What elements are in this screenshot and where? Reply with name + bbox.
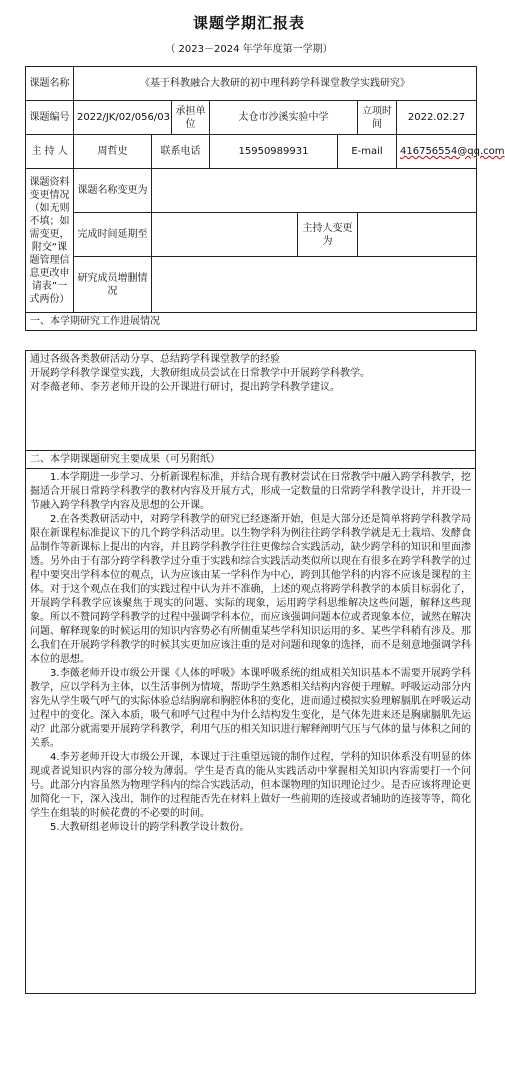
members-change-value	[152, 257, 477, 313]
report-title: 课题学期汇报表	[192, 14, 305, 32]
changes-label: 课题资料变更情况（如无则不填；如需变更，附交“课题管理信息更改申请表”一式两份）	[26, 169, 74, 313]
project-name-label: 课题名称	[26, 67, 74, 101]
phone-value: 15950989931	[210, 135, 338, 169]
members-change-label: 研究成员增删情况	[74, 257, 152, 313]
section2-heading: 二、本学期课题研究主要成果（可另附纸）	[26, 451, 476, 469]
host-label: 主 持 人	[26, 135, 74, 169]
result-paragraph: 1.本学期进一步学习、分析新课程标准，并结合现有教材尝试在日常教学中融入跨学科教学，挖掘适合开展日常跨学科教学的教材内容及开展方式，形成一定数量的日常跨学科教学设计，并开设一节融入跨学科教学内容及思想的公开课。	[30, 472, 471, 511]
result-paragraph: 2.在各类教研活动中，对跨学科教学的研究已经逐渐开始，但是大部分还是简单将跨学科教学局限在新课程标准提议下的几个跨学科活动里。以生物学科为例往往跨学科教学就是无土栽培、发酵食品制作等新课标上提出的内容，并且跨学科教学往往更像综合实践活动，缺少跨学科的知识和里面渗透。另外由于有部分跨学科教学过分重于实践和综合实践活动类似所以现在有很多在跨学科教学的过程中要突出学科本位的观点，认为应该由某一学科作为中心，跨到其他学科的内容不应该是课程的主体。对于这个观点在我们的实践过程中认为并不准确，上述的观点将跨学科教学的本质目标弱化了，开展跨学科教学应该聚焦于现实的问题、实际的现象，运用跨学科思维解决这些问题，解释这些现象。所以不赞同跨学科教学的过程中强调学科本位，而应该强调问题本位或者现象本位，诚然在解决问题、解释现象的时候运用的知识内容势必有所侧重某些学科知识运用的多、某些学科稍有涉及。那么我们在开展跨学科教学的时候其实更加应该注重的是对问题和现象的选择，而不是刻意地强调学科本位的思想。	[30, 514, 471, 665]
host-change-label: 主持人变更为	[298, 213, 358, 257]
phone-label: 联系电话	[152, 135, 210, 169]
progress-line: 对李薇老师、李芳老师开设的公开课进行研讨，提出跨学科教学建议。	[30, 382, 340, 393]
section2-content	[26, 469, 476, 994]
name-change-value	[152, 169, 477, 213]
deadline-change-label: 完成时间延期至	[74, 213, 152, 257]
progress-table	[25, 350, 476, 994]
result-paragraph: 4.李芳老师开设大市级公开课，本课过于注重望远镜的制作过程，学科的知识体系没有明显的体现或者说知识内容的部分较为薄弱。学生是否真的能从实践活动中掌握相关知识内容需要打一个问号。此部分内容虽然为物理学科内的综合实践活动，但本课物理的知识理论过少。是否应该将理论更加简化一下，深入浅出，制作的过程能否先在材料上做好一些前期的连接或者辅助的连接等等，简化学生在组装的时候花费的不必要的时间。	[30, 752, 471, 819]
result-paragraph: 5.大教研组老师设计的跨学科教学设计数份。	[50, 822, 250, 833]
progress-line: 通过各级各类教研活动分享、总结跨学科课堂教学的经验	[30, 354, 280, 365]
host-change-value	[358, 213, 477, 257]
email-text: 416756554@qq.com	[400, 146, 505, 157]
project-code-value: 2022/JK/02/056/03	[74, 101, 172, 135]
host-value: 周哲史	[74, 135, 152, 169]
name-change-label: 课题名称变更为	[74, 169, 152, 213]
email-value	[397, 135, 505, 169]
project-code-label: 课题编号	[26, 101, 74, 135]
result-paragraph: 3.李薇老师开设市级公开课《人体的呼吸》本课呼吸系统的组成相关知识基本不需要开展跨学科教学，应以学科为主体，以生活事例为情境，帮助学生熟悉相关结构内容便于理解。呼吸运动部分内容先从学生吸气呼气的实际体验总结胸廓和胸腔体积的变化，进而通过模拟实验理解膈肌在呼吸运动过程中的变化。深入本质，吸气和呼气过程中为什么结构发生变化，是气体先进来还是胸廓膈肌先运动？此部分就需要开展跨学科教学，利用气压的相关知识进行解释阐明气压与气体的量与体积之间的关系。	[30, 668, 471, 749]
project-name-value: 《基于科教融合大教研的初中理科跨学科课堂教学实践研究》	[74, 67, 477, 101]
report-form	[25, 66, 505, 331]
progress-line: 开展跨学科教学课堂实践，大教研组成员尝试在日常教学中开展跨学科教学。	[30, 368, 370, 379]
report-subtitle: （ 2023－2024 年学年度第一学期）	[165, 44, 333, 55]
unit-label: 承担单位	[172, 101, 210, 135]
section1-heading: 一、本学期研究工作进展情况	[26, 313, 477, 331]
email-label: E-mail	[338, 135, 397, 169]
unit-value: 太仓市沙溪实验中学	[210, 101, 358, 135]
deadline-change-value	[152, 213, 298, 257]
approval-date-label: 立项时间	[358, 101, 397, 135]
approval-date-value: 2022.02.27	[397, 101, 477, 135]
section1-content	[26, 351, 476, 451]
